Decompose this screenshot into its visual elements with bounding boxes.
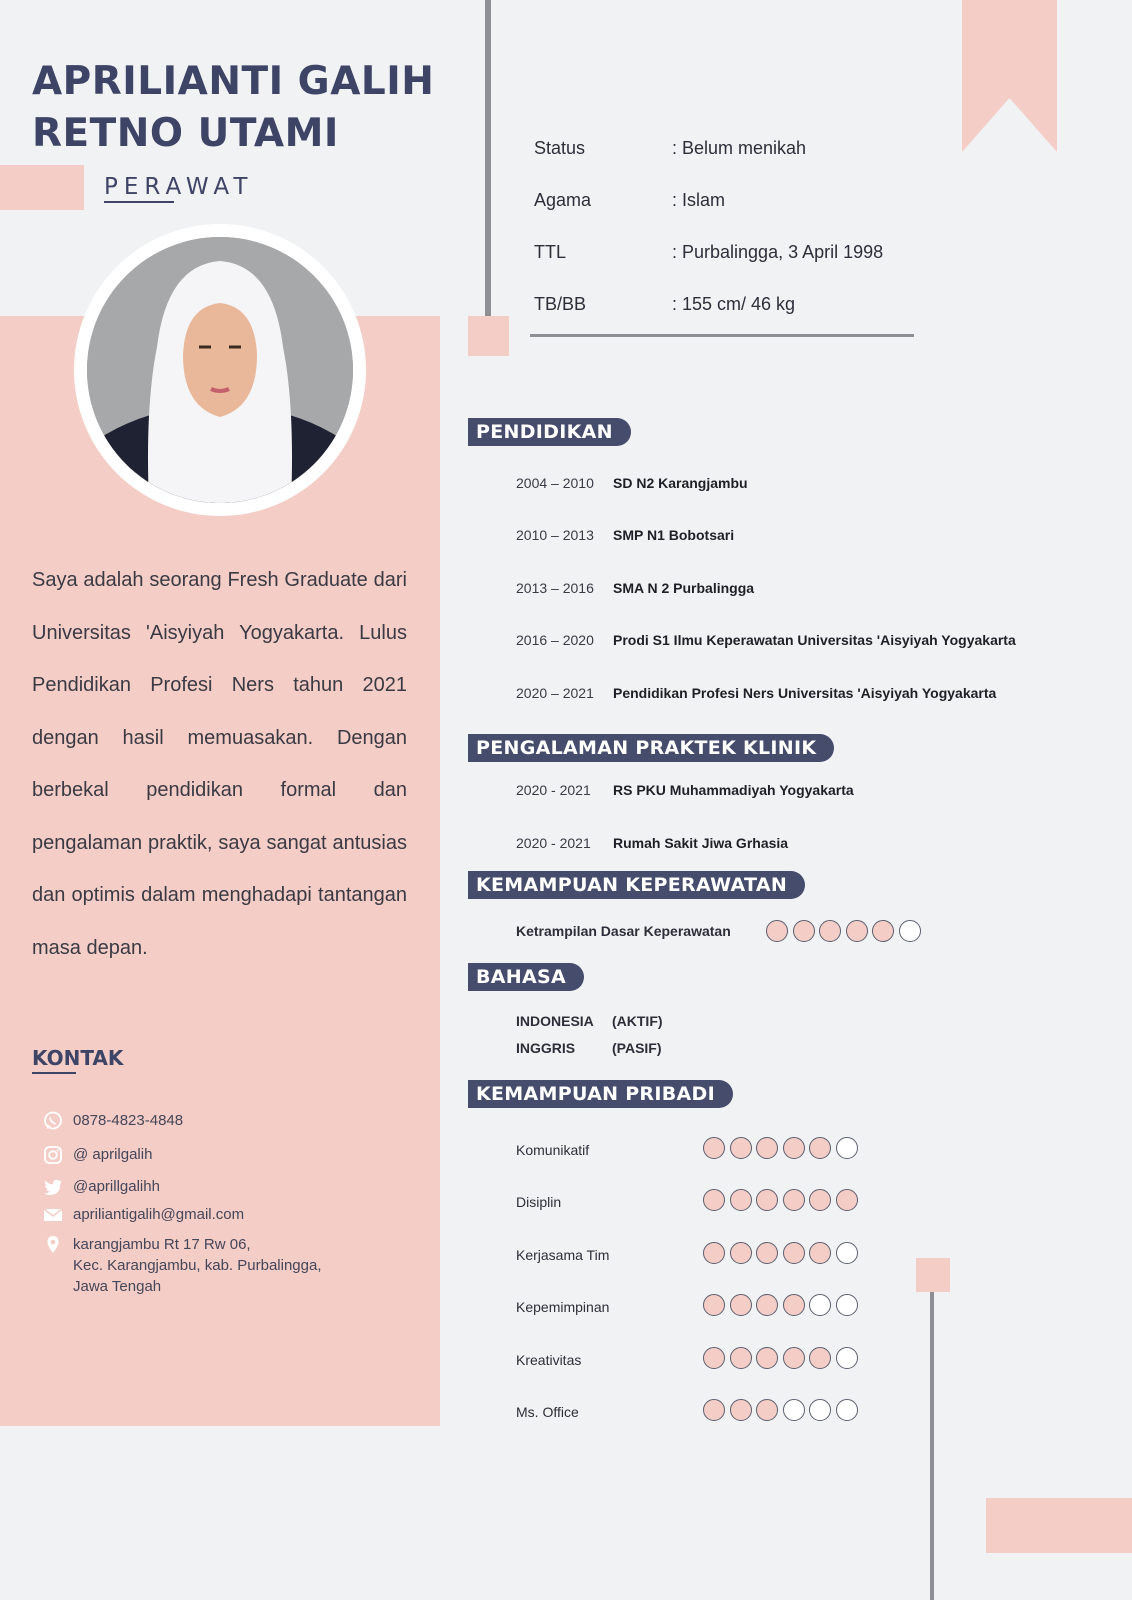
contact-twitter-text: @aprillgalihh <box>73 1178 160 1195</box>
location-pin-icon <box>42 1234 64 1256</box>
personal-skill-rating <box>703 1137 858 1159</box>
rating-dot-filled <box>703 1399 725 1421</box>
rating-dot-filled <box>809 1347 831 1369</box>
rating-dot-filled <box>872 920 894 942</box>
contact-address-text <box>73 1234 322 1297</box>
personal-skill-rating <box>703 1399 858 1421</box>
info-value: : Purbalingga, 3 April 1998 <box>672 242 884 262</box>
info-label: Agama <box>534 190 592 210</box>
personal-skill-rating <box>703 1189 858 1211</box>
info-value: : Islam <box>672 190 726 210</box>
contact-instagram-text: @ aprilgalih <box>73 1146 153 1163</box>
rating-dot-filled <box>756 1242 778 1264</box>
language-name: INDONESIA <box>516 1013 594 1029</box>
rating-dot-empty <box>809 1294 831 1316</box>
rating-dot-filled <box>703 1242 725 1264</box>
rating-dot-empty <box>809 1399 831 1421</box>
info-label: TTL <box>534 242 567 262</box>
rating-dot-filled <box>783 1347 805 1369</box>
education-years: 2010 – 2013 <box>516 527 594 543</box>
rating-dot-filled <box>809 1242 831 1264</box>
language-level: (AKTIF) <box>612 1013 663 1029</box>
education-school: SMP N1 Bobotsari <box>613 527 735 543</box>
rating-dot-empty <box>836 1137 858 1159</box>
address-line-2: Kec. Karangjambu, kab. Purbalingga, <box>73 1257 322 1274</box>
education-school: SMA N 2 Purbalingga <box>613 580 755 596</box>
job-title-underline <box>104 201 174 203</box>
whatsapp-icon <box>42 1110 64 1132</box>
rating-dot-filled <box>730 1347 752 1369</box>
rating-dot-filled <box>809 1189 831 1211</box>
experience-heading: PENGALAMAN PRAKTEK KLINIK <box>468 734 834 762</box>
info-value: : Belum menikah <box>672 138 807 158</box>
instagram-icon <box>42 1144 64 1166</box>
person-name <box>32 56 472 160</box>
personal-skill-label: Ms. Office <box>516 1404 579 1420</box>
rating-dot-filled <box>756 1137 778 1159</box>
decor-bar-left <box>0 165 84 210</box>
education-heading: PENDIDIKAN <box>468 418 631 446</box>
profile-summary: Saya adalah seorang Fresh Graduate dari Universitas 'Aisyiyah Yogyakarta. Lulus Pendidikan Profesi Ners tahun 2021 dengan hasil memuasakan. Dengan berbekal pendidikan formal dan pengalaman praktik, saya sangat antusias dan optimis dalam menghadapi tantangan masa depan. <box>32 569 407 959</box>
personal-skill-label: Kepemimpinan <box>516 1299 610 1315</box>
twitter-icon <box>42 1176 64 1198</box>
rating-dot-filled <box>756 1189 778 1211</box>
personal-skill-label: Disiplin <box>516 1194 562 1210</box>
rating-dot-filled <box>703 1294 725 1316</box>
education-years: 2016 – 2020 <box>516 632 594 648</box>
contact-email-text: apriliantigalih@gmail.com <box>73 1206 245 1223</box>
rating-dot-filled <box>766 920 788 942</box>
rating-dot-empty <box>836 1399 858 1421</box>
rating-dot-filled <box>756 1294 778 1316</box>
contact-heading-underline <box>32 1072 76 1074</box>
rating-dot-filled <box>783 1242 805 1264</box>
nursing-skills-heading: KEMAMPUAN KEPERAWATAN <box>468 871 805 899</box>
personal-skill-rating <box>703 1294 858 1316</box>
education-years: 2004 – 2010 <box>516 475 594 491</box>
rating-dot-empty <box>836 1347 858 1369</box>
rating-dot-empty <box>899 920 921 942</box>
rating-dot-filled <box>783 1189 805 1211</box>
experience-place: Rumah Sakit Jiwa Grhasia <box>613 835 789 851</box>
education-school: Prodi S1 Ilmu Keperawatan Universitas 'Aisyiyah Yogyakarta <box>613 632 1016 648</box>
name-line-1: APRILIANTI GALIH <box>32 59 435 104</box>
personal-skill-rating <box>703 1242 858 1264</box>
rating-dot-filled <box>809 1137 831 1159</box>
decor-square-bottom <box>916 1258 950 1292</box>
mail-icon <box>42 1204 64 1226</box>
language-name: INGGRIS <box>516 1040 576 1056</box>
contact-phone <box>42 1110 183 1132</box>
rating-dot-filled <box>756 1347 778 1369</box>
rating-dot-empty <box>783 1399 805 1421</box>
rating-dot-empty <box>836 1294 858 1316</box>
nursing-skill-rating <box>766 920 921 942</box>
rating-dot-filled <box>819 920 841 942</box>
rating-dot-filled <box>703 1347 725 1369</box>
decor-bar-bottom-right <box>986 1498 1132 1553</box>
language-level: (PASIF) <box>612 1040 662 1056</box>
rating-dot-empty <box>836 1242 858 1264</box>
personal-skill-label: Kerjasama Tim <box>516 1247 610 1263</box>
rating-dot-filled <box>783 1137 805 1159</box>
contact-phone-text: 0878-4823-4848 <box>73 1112 184 1129</box>
personal-skill-rating <box>703 1347 858 1369</box>
address-line-3: Jawa Tengah <box>73 1278 162 1295</box>
rating-dot-filled <box>756 1399 778 1421</box>
address-line-1: karangjambu Rt 17 Rw 06, <box>73 1236 251 1253</box>
experience-years: 2020 - 2021 <box>516 835 591 851</box>
personal-skill-label: Komunikatif <box>516 1142 590 1158</box>
rating-dot-filled <box>783 1294 805 1316</box>
bookmark-ribbon <box>962 0 1057 152</box>
personal-skill-label: Kreativitas <box>516 1352 582 1368</box>
education-school: Pendidikan Profesi Ners Universitas 'Aisyiyah Yogyakarta <box>613 685 997 701</box>
experience-years: 2020 - 2021 <box>516 782 591 798</box>
contact-heading: KONTAK <box>32 1046 124 1070</box>
bottom-vertical-divider <box>930 1292 934 1600</box>
rating-dot-filled <box>730 1294 752 1316</box>
top-vertical-divider <box>485 0 491 316</box>
profile-photo <box>87 237 353 503</box>
info-label: TB/BB <box>534 294 587 314</box>
contact-address <box>42 1234 322 1297</box>
rating-dot-filled <box>703 1189 725 1211</box>
contact-twitter <box>42 1176 160 1198</box>
experience-place: RS PKU Muhammadiyah Yogyakarta <box>613 782 854 798</box>
contact-email <box>42 1204 244 1226</box>
education-school: SD N2 Karangjambu <box>613 475 748 491</box>
personal-info-underline <box>530 334 914 337</box>
education-years: 2020 – 2021 <box>516 685 594 701</box>
rating-dot-filled <box>730 1242 752 1264</box>
rating-dot-filled <box>730 1189 752 1211</box>
info-label: Status <box>534 138 586 158</box>
education-years: 2013 – 2016 <box>516 580 594 596</box>
rating-dot-filled <box>730 1399 752 1421</box>
rating-dot-filled <box>846 920 868 942</box>
personal-skills-heading: KEMAMPUAN PRIBADI <box>468 1080 733 1108</box>
rating-dot-filled <box>703 1137 725 1159</box>
rating-dot-filled <box>836 1189 858 1211</box>
info-value: : 155 cm/ 46 kg <box>672 294 796 314</box>
decor-square-mid <box>468 316 509 356</box>
rating-dot-filled <box>793 920 815 942</box>
language-heading: BAHASA <box>468 963 584 991</box>
job-title: PERAWAT <box>104 174 254 200</box>
nursing-skill-label: Ketrampilan Dasar Keperawatan <box>516 923 731 939</box>
rating-dot-filled <box>730 1137 752 1159</box>
name-line-2: RETNO UTAMI <box>32 111 339 156</box>
contact-instagram <box>42 1144 152 1166</box>
